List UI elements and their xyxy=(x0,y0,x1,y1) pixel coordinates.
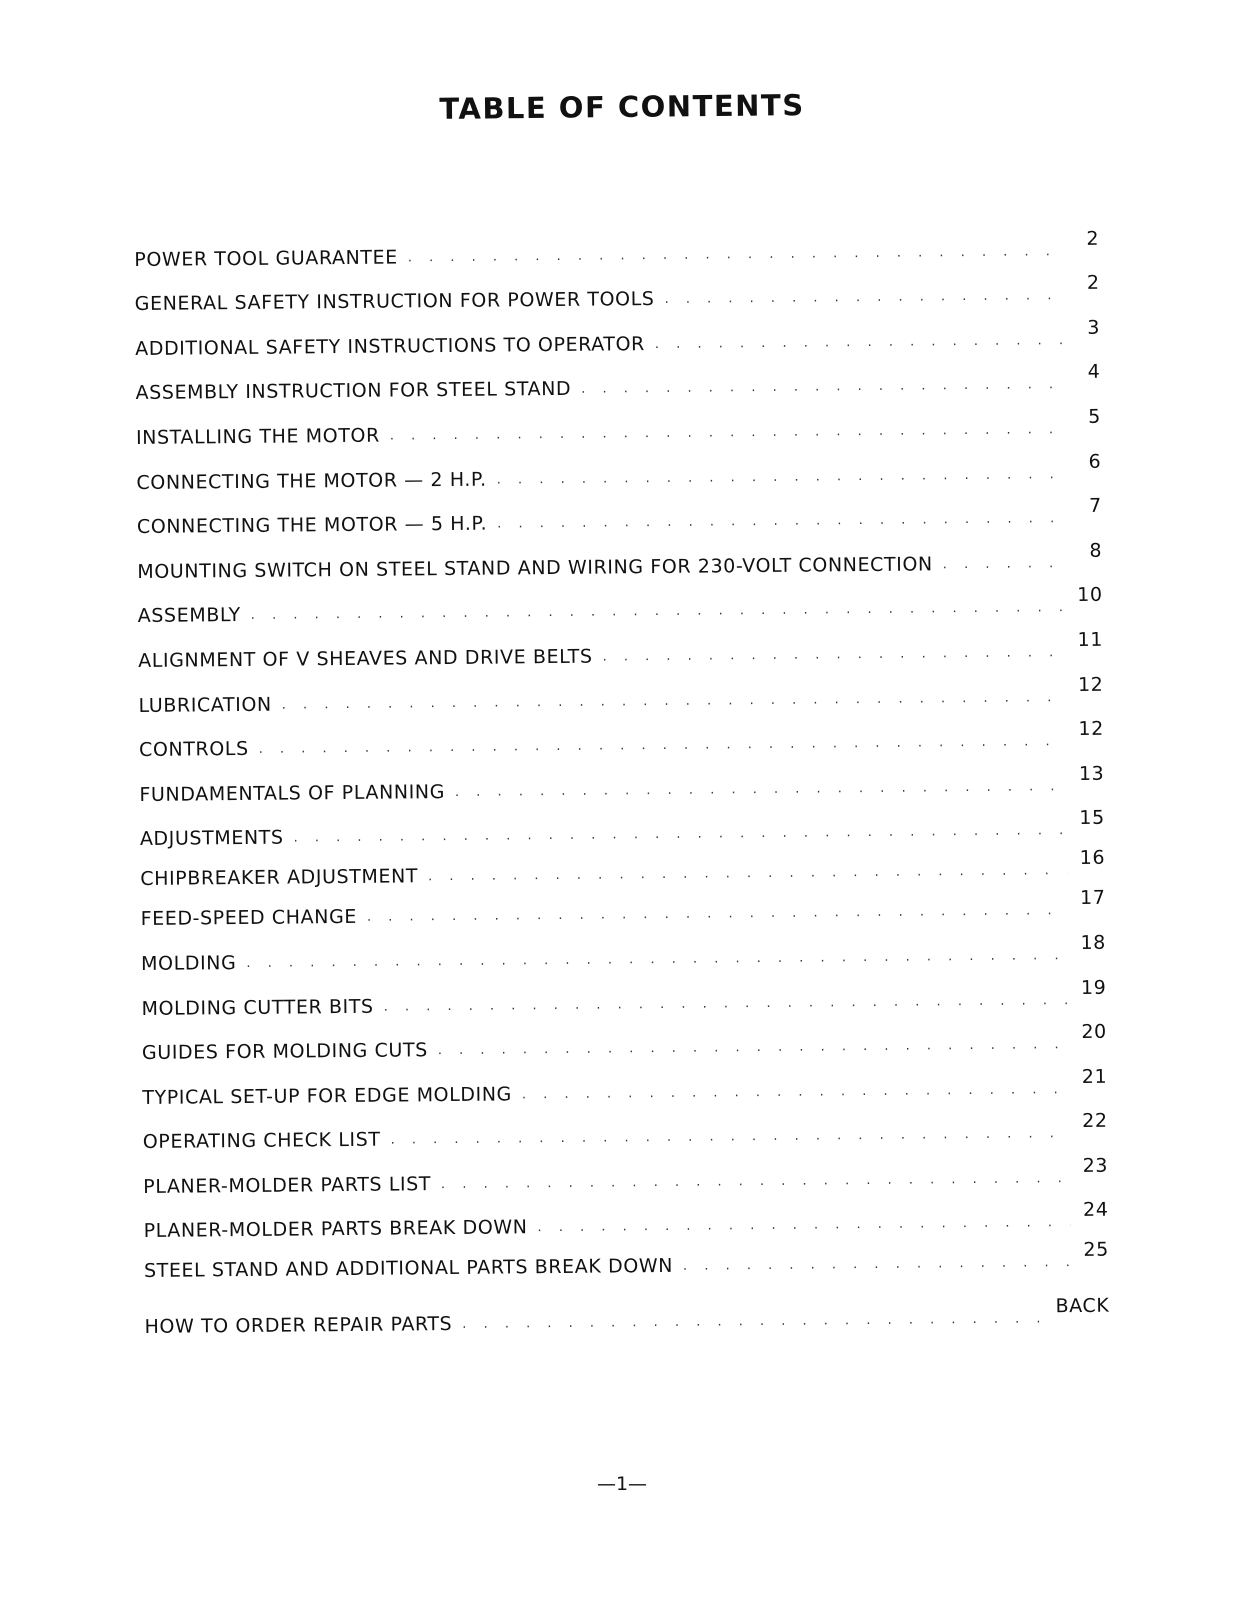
toc-entry-label: ASSEMBLY xyxy=(137,604,241,628)
toc-entry-label: OPERATING CHECK LIST xyxy=(142,1128,381,1154)
toc-entry xyxy=(142,1099,1107,1153)
toc-entry-page: 12 xyxy=(1078,717,1104,741)
toc-entry-label: GUIDES FOR MOLDING CUTS xyxy=(141,1039,428,1065)
toc-entry xyxy=(137,529,1102,583)
toc-entry-label: STEEL STAND AND ADDITIONAL PARTS BREAK DOWN xyxy=(143,1255,674,1283)
toc-entry-label: POWER TOOL GUARANTEE xyxy=(134,246,398,271)
toc-entry xyxy=(137,484,1102,538)
toc-entry-page: 22 xyxy=(1082,1109,1108,1133)
toc-entry-page: 20 xyxy=(1081,1020,1107,1044)
toc-entry-page: 19 xyxy=(1080,976,1107,999)
toc-entry-page: 5 xyxy=(1088,405,1101,428)
toc-entry-label: PLANER-MOLDER PARTS BREAK DOWN xyxy=(143,1216,528,1243)
toc-entry xyxy=(139,707,1104,761)
toc-entry xyxy=(141,921,1106,975)
toc-entry-page: 3 xyxy=(1087,316,1101,339)
toc-entry xyxy=(138,663,1103,717)
toc-entry-label: MOLDING CUTTER BITS xyxy=(141,995,374,1020)
toc-entry-label: FUNDAMENTALS OF PLANNING xyxy=(139,780,446,806)
toc-entry-page: 11 xyxy=(1077,628,1104,651)
toc-entry-label: CONNECTING THE MOTOR — 5 H.P. xyxy=(136,512,488,539)
toc-entry-page: 12 xyxy=(1077,673,1104,696)
toc-entry-label: MOLDING xyxy=(140,951,237,975)
toc-entry xyxy=(134,217,1099,271)
toc-entry-page: 18 xyxy=(1080,931,1107,954)
dot-leader xyxy=(943,556,1065,575)
toc-entry-page: 2 xyxy=(1086,271,1100,295)
toc-entry-label: ADJUSTMENTS xyxy=(139,826,284,851)
toc-entry-page: 13 xyxy=(1078,762,1105,785)
toc-entry-page: 8 xyxy=(1089,539,1103,562)
toc-entry-label: LUBRICATION xyxy=(138,693,272,717)
table-of-contents xyxy=(134,217,1110,1339)
toc-entry-label: PLANER-MOLDER PARTS LIST xyxy=(143,1173,432,1198)
page-title: TABLE OF CONTENTS xyxy=(439,88,805,126)
dot-leader xyxy=(683,1256,1071,1278)
toc-entry-label: FEED-SPEED CHANGE xyxy=(140,906,358,931)
toc-entry-label: ALIGNMENT OF V SHEAVES AND DRIVE BELTS xyxy=(138,645,593,672)
toc-entry-page: 16 xyxy=(1079,847,1106,870)
dot-leader xyxy=(462,1312,1050,1336)
toc-entry-page: 17 xyxy=(1080,887,1106,910)
toc-entry xyxy=(135,306,1100,360)
toc-entry-page: 2 xyxy=(1086,227,1100,250)
toc-entry xyxy=(135,351,1100,405)
toc-entry-page: 23 xyxy=(1082,1154,1109,1177)
toc-entry xyxy=(138,618,1103,672)
toc-entry xyxy=(139,752,1104,806)
toc-entry-page: 25 xyxy=(1083,1239,1109,1262)
toc-entry-label: GENERAL SAFETY INSTRUCTION FOR POWER TOOLS xyxy=(134,288,655,316)
toc-entry xyxy=(142,1055,1107,1109)
toc-entry xyxy=(140,796,1105,850)
toc-entry-page: 10 xyxy=(1077,584,1103,607)
toc-entry-page: BACK xyxy=(1055,1295,1110,1318)
toc-entry xyxy=(143,1144,1108,1198)
toc-entry-label: TYPICAL SET-UP FOR EDGE MOLDING xyxy=(142,1083,513,1109)
toc-entry-page: 24 xyxy=(1082,1199,1109,1222)
toc-entry-page: 6 xyxy=(1088,450,1102,473)
toc-entry xyxy=(142,1010,1107,1064)
toc-entry xyxy=(143,1189,1108,1243)
toc-entry-label: INSTALLING THE MOTOR xyxy=(135,424,380,449)
toc-entry xyxy=(137,573,1102,627)
toc-entry-page: 7 xyxy=(1088,494,1102,518)
toc-entry xyxy=(144,1273,1109,1338)
toc-entry-label: CONTROLS xyxy=(138,738,249,762)
toc-entry xyxy=(141,966,1106,1020)
toc-entry xyxy=(134,261,1099,315)
toc-entry-label: CHIPBREAKER ADJUSTMENT xyxy=(140,865,419,891)
toc-entry-label: ASSEMBLY INSTRUCTION FOR STEEL STAND xyxy=(135,378,572,405)
page-number: —1— xyxy=(596,1473,648,1495)
toc-entry xyxy=(136,440,1101,494)
toc-entry-page: 15 xyxy=(1079,807,1105,830)
toc-entry-page: 21 xyxy=(1081,1065,1108,1088)
toc-entry-label: CONNECTING THE MOTOR — 2 H.P. xyxy=(136,468,487,494)
toc-entry-label: ADDITIONAL SAFETY INSTRUCTIONS TO OPERATOR xyxy=(135,332,645,360)
toc-entry-label: HOW TO ORDER REPAIR PARTS xyxy=(144,1313,453,1339)
toc-entry-label: MOUNTING SWITCH ON STEEL STAND AND WIRING FOR 230-VOLT CONNECTION xyxy=(137,553,933,583)
toc-entry-page: 4 xyxy=(1087,361,1101,384)
dot-leader xyxy=(664,288,1061,310)
toc-entry xyxy=(136,395,1101,449)
